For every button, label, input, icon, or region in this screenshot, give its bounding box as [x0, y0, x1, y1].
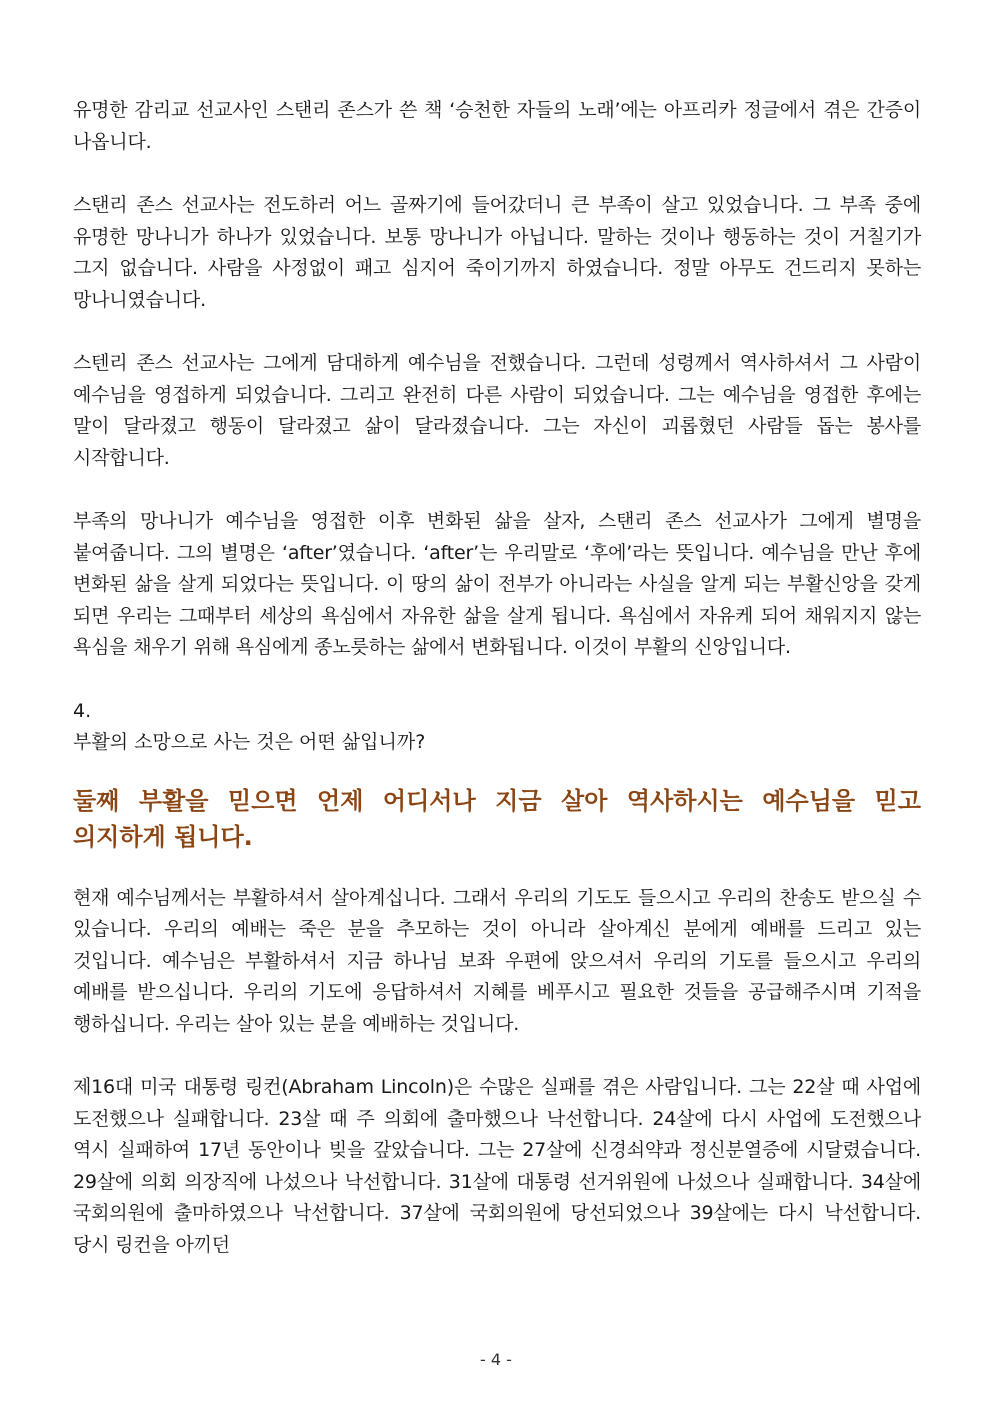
question-text: 부활의 소망으로 사는 것은 어떤 삶입니까?: [73, 731, 426, 753]
section-heading: 둘째 부활을 믿으면 언제 어디서나 지금 살아 역사하시는 예수님을 믿고 의지하게 됩니다.: [73, 786, 921, 851]
question-number: 4.: [73, 699, 92, 722]
paragraph-stanley-jones-book: 유명한 감리교 선교사인 스탠리 존스가 쓴 책 ‘승천한 자들의 노래’에는 아프리카 정글에서 겪은 간증이 나옵니다.: [73, 99, 921, 153]
paragraph-tribe-ruffian: 스탠리 존스 선교사는 전도하러 어느 골짜기에 들어갔더니 큰 부족이 살고 있었습니다. 그 부족 중에 유명한 망나니가 하나가 있었습니다. 보통 망나니가 아닙니다. 말하는 것이나 행동하는 것이 거칠기가 그지 없습니다. 사람을 사정없이 패고 심지어 죽이기까지 하였습니다. 정말 아무도 건드리지 못하는 망나니였습니다.: [73, 194, 921, 311]
document-body: [73, 95, 921, 1261]
paragraph-after-nickname: 부족의 망나니가 예수님을 영접한 이후 변화된 삶을 살자, 스탠리 존스 선교사가 그에게 별명을 붙여줍니다. 그의 별명은 ‘after’였습니다. ‘after’는 우리말로 ‘후에’라는 뜻입니다. 예수님을 만난 후에 변화된 삶을 살게 되었다는 뜻입니다. 이 땅의 삶이 전부가 아니라는 사실을 알게 되는 부활신앙을 갖게 되면 우리는 그때부터 세상의 욕심에서 자유한 삶을 살게 됩니다. 욕심에서 자유케 되어 채워지지 않는 욕심을 채우기 위해 욕심에게 종노릇하는 삶에서 변화됩니다. 이것이 부활의 신앙입니다.: [73, 510, 921, 658]
paragraph-living-jesus: 현재 예수님께서는 부활하셔서 살아계십니다. 그래서 우리의 기도도 들으시고 우리의 찬송도 받으실 수 있습니다. 우리의 예배는 죽은 분을 추모하는 것이 아니라 살아계신 분에게 예배를 드리고 있는 것입니다. 예수님은 부활하셔서 지금 하나님 보좌 우편에 앉으셔서 우리의 기도를 들으시고 우리의 예배를 받으십니다. 우리의 기도에 응답하셔서 지혜를 베푸시고 필요한 것들을 공급해주시며 기적을 행하십니다. 우리는 살아 있는 분을 예배하는 것입니다.: [73, 886, 921, 1035]
page-number: - 4 -: [480, 1350, 512, 1369]
paragraph-lincoln: 제16대 미국 대통령 링컨(Abraham Lincoln)은 수많은 실패를 겪은 사람입니다. 그는 22살 때 사업에 도전했으나 실패합니다. 23살 때 주 의회에 출마했으나 낙선합니다. 24살에 다시 사업에 도전했으나 역시 실패하여 17년 동안이나 빚을 갚았습니다. 그는 27살에 신경쇠약과 정신분열증에 시달렸습니다. 29살에 의회 의장직에 나섰으나 낙선합니다. 31살에 대통령 선거위원에 나섰으나 실패합니다. 34살에 국회의원에 출마하였으나 낙선합니다. 37살에 국회의원에 당선되었으나 39살에는 다시 낙선합니다. 당시 링컨을 아끼던: [73, 1076, 921, 1256]
paragraph-conversion: 스텐리 존스 선교사는 그에게 담대하게 예수님을 전했습니다. 그런데 성령께서 역사하셔서 그 사람이 예수님을 영접하게 되었습니다. 그리고 완전히 다른 사람이 되었습니다. 그는 예수님을 영접한 후에는 말이 달라졌고 행동이 달라졌고 삶이 달라졌습니다. 그는 자신이 괴롭혔던 사람들 돕는 봉사를 시작합니다.: [73, 352, 921, 469]
